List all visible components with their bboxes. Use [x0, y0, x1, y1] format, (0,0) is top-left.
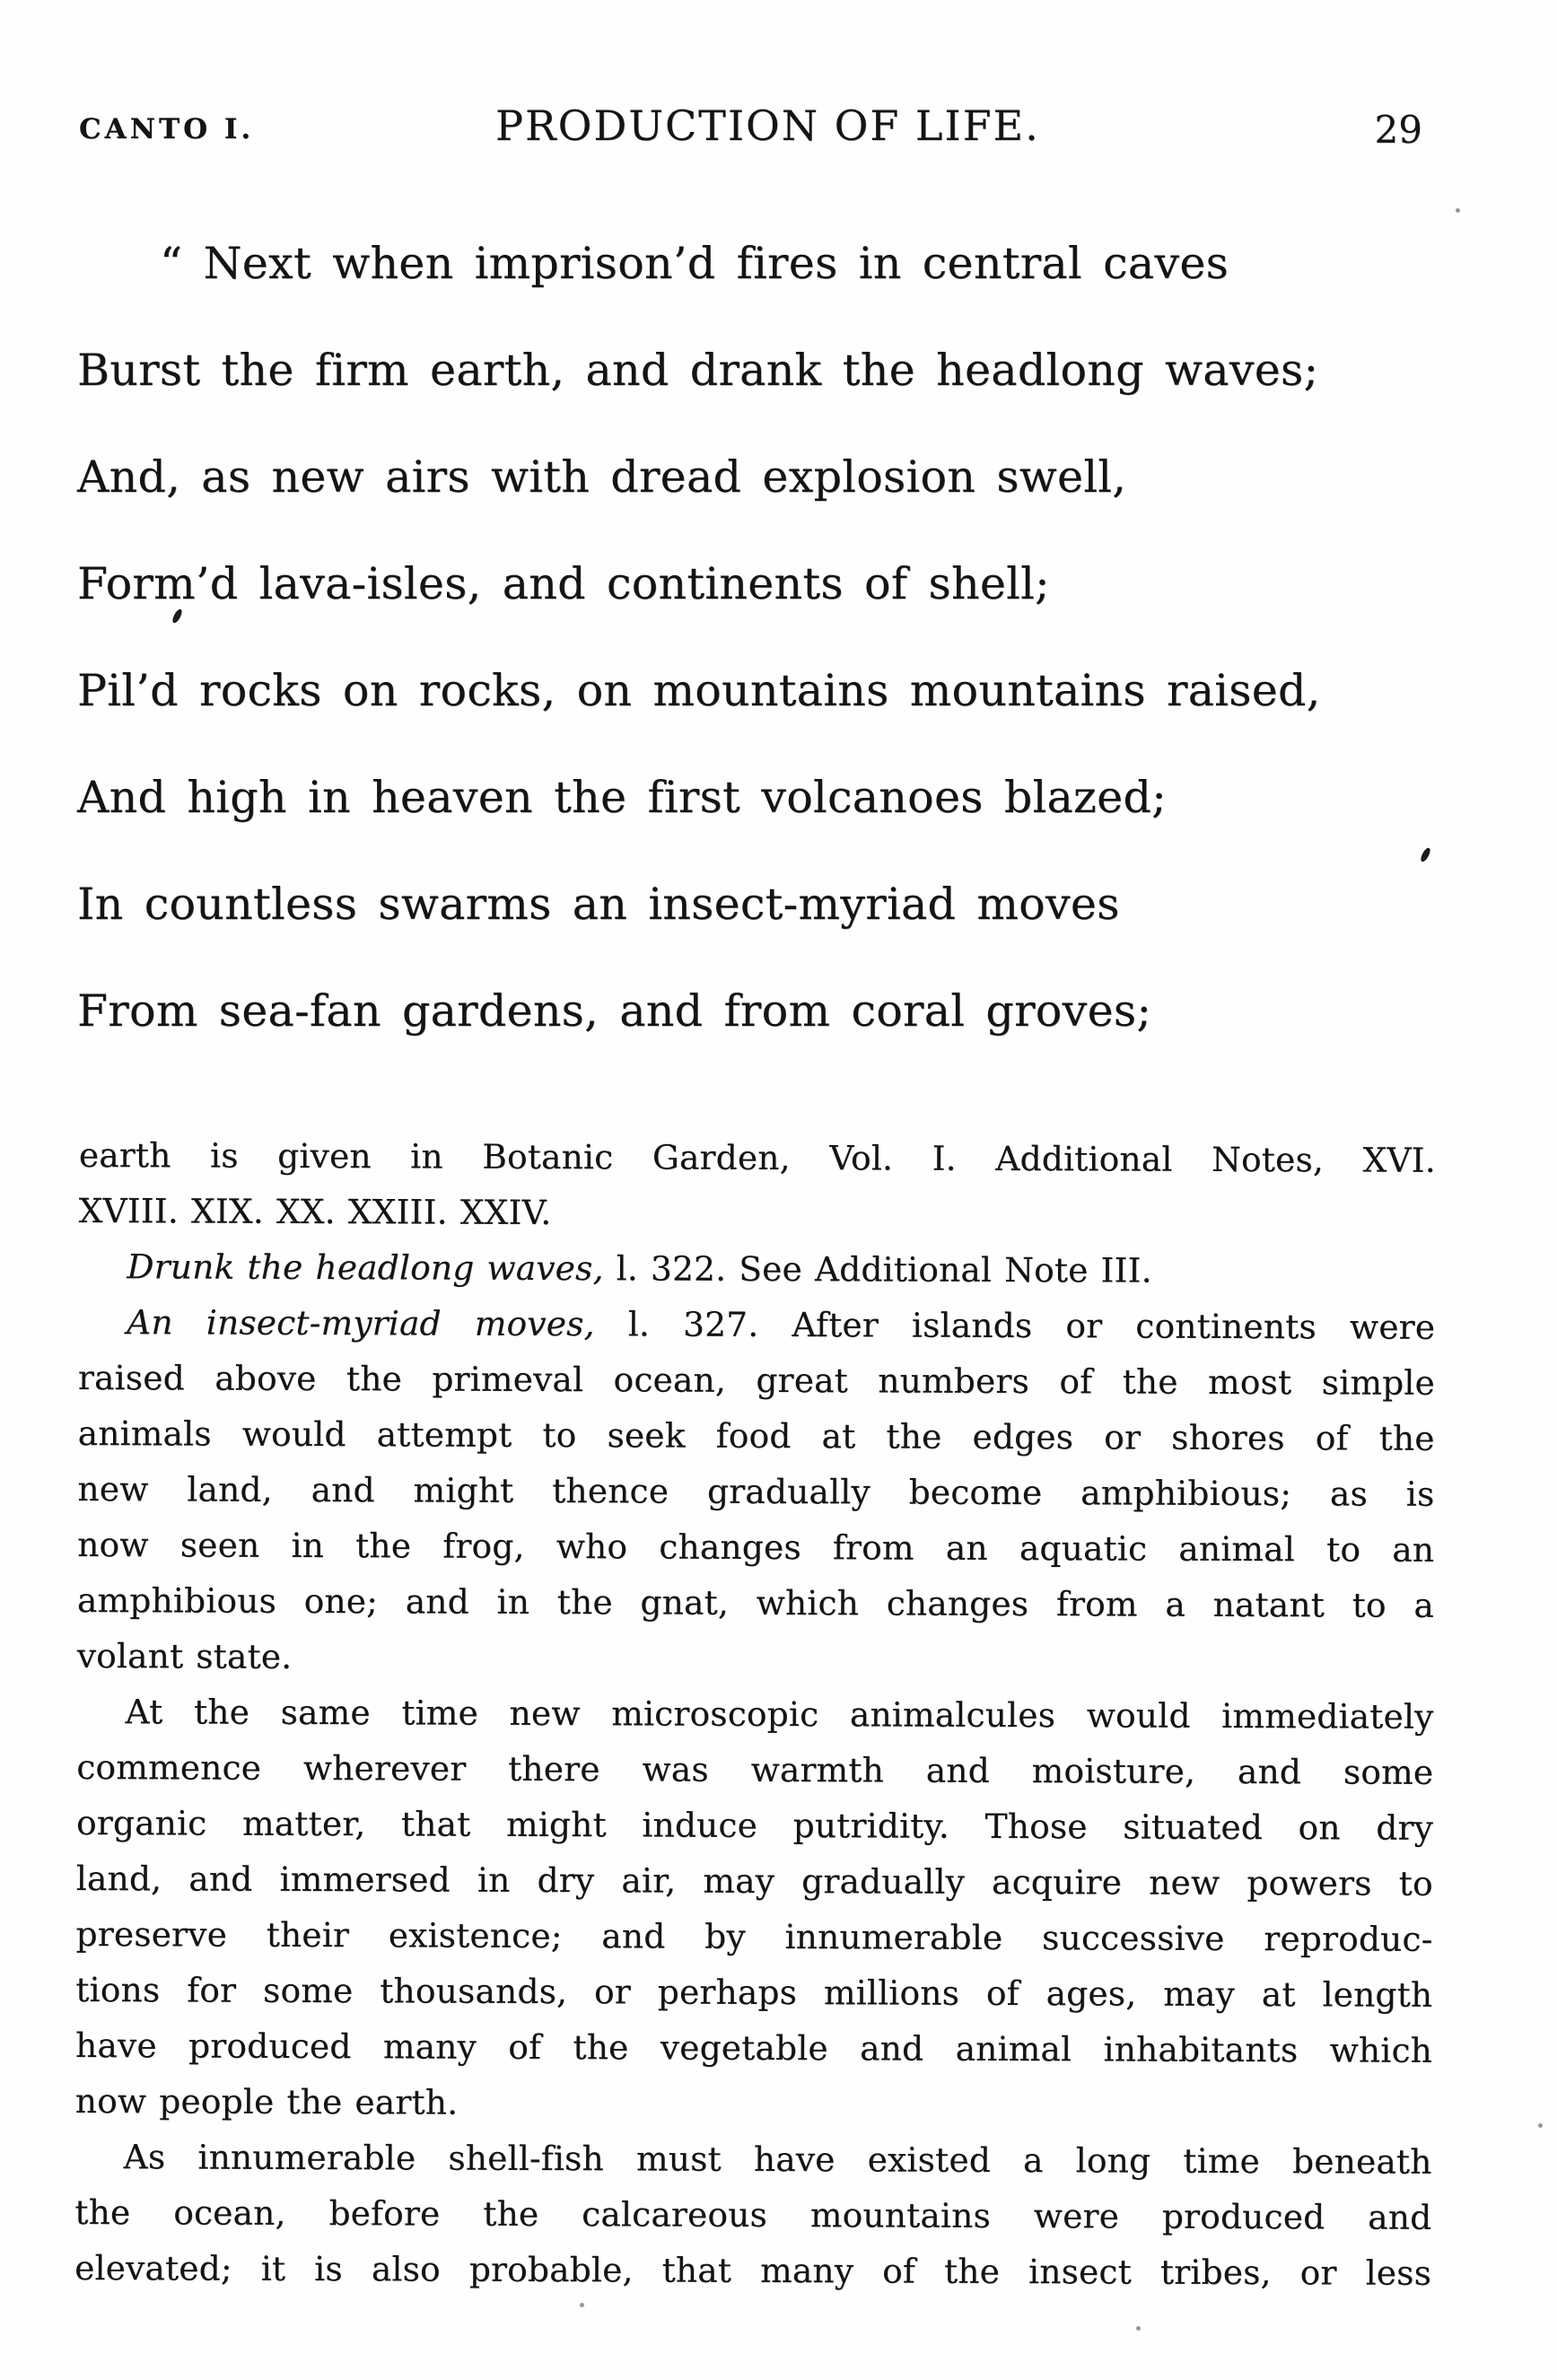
footnote-text: l. 322. See Additional Note III. — [603, 1248, 1152, 1291]
running-head — [0, 0, 1557, 179]
footnote-term: An insect-myriad moves, — [127, 1302, 595, 1344]
footnote-line: the ocean, before the calcareous mountains were produced and — [74, 2192, 1432, 2237]
footnote-line: preserve their existence; and by innumerable successive reproduc- — [75, 1913, 1433, 1959]
footnote-line: have produced many of the vegetable and animal inhabitants which — [74, 2025, 1433, 2070]
poem-line: In countless swarms an insect-myriad moves — [77, 879, 1120, 930]
page-number: 29 — [1374, 108, 1422, 152]
footnote-line: At the same time new microscopic animalcules would immediately — [125, 1692, 1434, 1737]
poem-line: Burst the firm earth, and drank the headlong waves; — [77, 345, 1319, 396]
footnote-line: commence wherever there was warmth and moisture, and some — [76, 1746, 1434, 1792]
footnote-line: organic matter, that might induce putridity. Those situated on dry — [75, 1802, 1434, 1848]
poem-line: From sea-fan gardens, and from coral groves; — [77, 985, 1152, 1037]
footnote-line: XVIII. XIX. XX. XXIII. XXIV. — [78, 1190, 552, 1233]
footnote-line: raised above the primeval ocean, great numbers of the most simple — [77, 1357, 1436, 1403]
poem-line: Pil’d rocks on rocks, on mountains mountains raised, — [77, 665, 1321, 716]
footnote-line: earth is given in Botanic Garden, Vol. I. Additional Notes, XVI. — [78, 1134, 1436, 1180]
footnote-line: As innumerable shell-fish must have existed a long time beneath — [123, 2137, 1432, 2182]
footnote-line: elevated; it is also probable, that many of the insect tribes, or less — [74, 2247, 1432, 2293]
poem-block — [77, 210, 1419, 1064]
footnote-line: land, and immersed in dry air, may gradually acquire new powers to — [75, 1858, 1433, 1903]
footnote-line: tions for some thousands, or perhaps millions of ages, may at length — [75, 1969, 1433, 2015]
footnote-text: l. 327. After islands or continents were — [594, 1304, 1436, 1347]
footnote-line: now seen in the frog, who changes from an aquatic animal to an — [77, 1524, 1435, 1570]
footnote-line: new land, and might thence gradually become amphibious; as is — [77, 1468, 1435, 1514]
poem-line: And, as new airs with dread explosion swell, — [77, 451, 1127, 503]
footnote-line — [78, 1238, 1435, 1299]
footnote-line: volant state. — [76, 1635, 293, 1676]
poem-line: “ Next when imprison’d fires in central caves — [160, 238, 1229, 289]
footnote-line: animals would attempt to seek food at the edges or shores of the — [77, 1413, 1435, 1458]
scan-speck — [580, 2303, 584, 2307]
footnote-line: now people the earth. — [74, 2080, 459, 2122]
scan-speck — [1538, 2123, 1543, 2128]
footnote-line: amphibious one; and in the gnat, which changes from a natant to a — [76, 1579, 1435, 1625]
scan-speck — [1419, 846, 1431, 862]
footnotes-block — [74, 1127, 1436, 2301]
poem-line: And high in heaven the first volcanoes blazed; — [77, 772, 1167, 823]
scan-speck — [1456, 208, 1460, 213]
poem-line: Form’d lava-isles, and continents of shell; — [77, 558, 1050, 609]
scan-speck — [1136, 2326, 1141, 2331]
footnote-term: Drunk the headlong waves, — [127, 1247, 604, 1289]
footnote-line — [78, 1294, 1435, 1355]
page-title: PRODUCTION OF LIFE. — [495, 101, 1040, 150]
canto-label: CANTO I. — [79, 113, 255, 145]
